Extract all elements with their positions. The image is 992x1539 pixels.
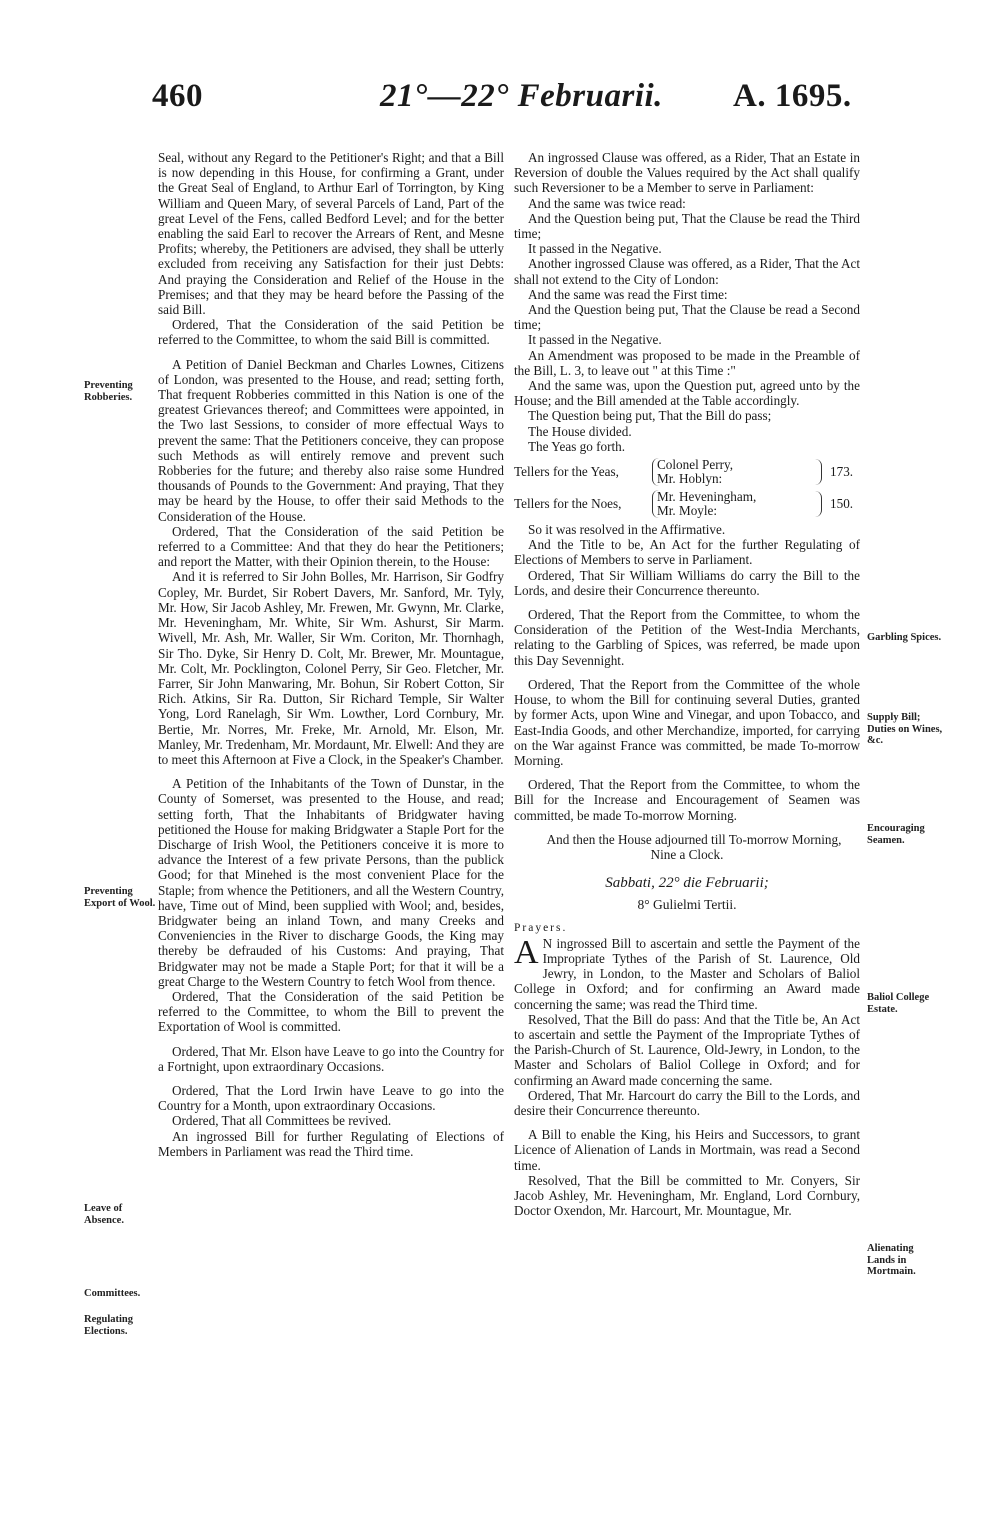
paragraph: Ordered, That the Lord Irwin have Leave to go into the Country for a Month, upon extraordinary Occasions. — [158, 1082, 504, 1114]
day-heading: Sabbati, 22° die Februarii; — [605, 875, 769, 892]
drop-cap: A — [514, 933, 539, 971]
paragraph: So it was resolved in the Affirmative. — [528, 522, 726, 538]
right-column — [514, 150, 860, 1218]
paragraph: The Yeas go forth. — [528, 438, 626, 454]
tellers-names — [652, 458, 805, 486]
tellers-label: Tellers for the Yeas, — [514, 464, 619, 480]
margin-note-committees: Committees. — [84, 1288, 141, 1299]
paragraph: A Petition of Daniel Beckman and Charles Lownes, Citizens of London, was presented to the House, and read; setting forth, That frequent Robberies committed in this Nation is one of the greatest Grievances thereof; and Committees were appointed, in the Two last Sessions, to consider of more effectual Ways to prevent the same: That the Petitioners conceive, they can propose such Methods as will entirely remove and prevent such Robberies for the future; and thereby also raise some Hundred thousands of Pounds to the Government: And praying, That they may be heard by the House, to offer their said Methods to the Consideration of the House. — [158, 356, 504, 524]
tellers-label: Tellers for the Noes, — [514, 496, 622, 512]
paragraph-text: N ingrossed Bill to ascertain and settle the Payment of the Impropriate Tythes of the Parish of St. Laurence, Old Jewry, in London, to the Master and Scholars of Baliol College in Oxford; and for confirming an Award made concerning the same; was read the Third time. — [514, 935, 860, 1012]
paragraph: Resolved, That the Bill be committed to Mr. Conyers, Sir Jacob Ashley, Mr. Heveningham, Mr. England, Lord Cornbury, Doctor Oxendon, Mr. Harcourt, Mr. Mountague, Mr. — [514, 1172, 860, 1219]
brace — [815, 459, 822, 485]
paragraph: And the Question being put, That the Clause be read the Third time; — [514, 210, 860, 242]
paragraph: And the same was twice read: — [528, 195, 686, 211]
paragraph: It passed in the Negative. — [528, 332, 662, 348]
paragraph: Ordered, That Mr. Elson have Leave to go into the Country for a Fortnight, upon extraordinary Occasions. — [158, 1043, 504, 1074]
tellers-yeas — [514, 458, 860, 486]
paragraph: Ordered, That Sir William Williams do carry the Bill to the Lords, and desire their Concurrence thereunto. — [514, 567, 860, 598]
margin-note-supply: Supply Bill; Duties on Wines, &c. — [867, 712, 943, 746]
paragraph: And the Title to be, An Act for the further Regulating of Elections of Members to serve in Parliament. — [514, 537, 860, 568]
paragraph: Ordered, That all Committees be revived. — [172, 1113, 392, 1129]
margin-note-alienating: Alienating Lands in Mortmain. — [867, 1243, 916, 1277]
paragraph: Ordered, That the Report from the Committee, to whom the Bill for the Increase and Encouragement of Seamen was committed, be made To-morrow Morning. — [514, 777, 860, 823]
paragraph: Seal, without any Regard to the Petitioner's Right; and that a Bill is now depending in this House, for confirming a Grant, under the Great Seal of England, to Arthur Earl of Torrington, by King William and Queen Mary, of several Parcels of Land, Part of the great Level of the Fens, called Bedford Level; and for the better enabling the said Earl to recover the Arrears of Rent, and Mesne Profits; whereby, the Petitioners are advised, they shall be utterly excluded from receiving any Satisfaction for their just Debts: And praying the Consideration and Relief of the House in the Premises; and that they may be heard before the Passing of the said Bill. — [158, 150, 504, 318]
margin-note-baliol: Baliol College Estate. — [867, 992, 930, 1015]
margin-note-wool: Preventing Export of Wool. — [84, 886, 156, 909]
vote-count: 173. — [830, 464, 854, 480]
left-column — [158, 150, 504, 1159]
paragraph: A Petition of the Inhabitants of the Town of Dunstar, in the County of Somerset, was presented to the House, and read; setting forth, That the Inhabitants of Bridgwater having petitioned the House for making Bridgwater a Staple Port for the Discharge of Irish Wool, the Petitioners conceive it is more to advance the Interest of a few private Persons, than the publick Good; for that Minehed is the most convenient Place for the Staple; from whence the Petitioners, and all the Western Country, have, Time out of Mind, been supplied with Wool; and, besides, Bridgwater being an inland Town, and many Creeks and Conveniencies in the River to discharge Goods, the King may thereby be defrauded of his Customs: And praying, That Bridgwater may not be made a Staple Port; for that it will be a great Charge to the Western Country to fetch Wool from thence. — [158, 776, 504, 989]
page-year: A. 1695. — [733, 78, 852, 114]
paragraph: And the same was, upon the Question put, agreed unto by the House; and the Bill amended at the Table accordingly. — [514, 378, 860, 409]
paragraph: Another ingrossed Clause was offered, as a Rider, That the Act shall not extend to the City of London: — [514, 256, 860, 287]
paragraph: And it is referred to Sir John Bolles, Mr. Harrison, Sir Godfry Copley, Mr. Burdet, Sir Robert Davers, Mr. Sanford, Mr. Tyly, Mr. How, Sir Jacob Ashley, Mr. Frewen, Mr. Gwynn, Mr. Clarke, Mr. Heveningham, Mr. White, Sir Wm. Ashurst, Sir Marm. Wivell, Mr. Ash, Mr. Waller, Sir Wm. Coriton, Mr. Thornhagh, Sir Tho. Dyke, Sir Henry D. Colt, Mr. Brewer, Mr. Mountague, Mr. Colt, Mr. Pocklington, Colonel Perry, Sir Geo. Fletcher, Mr. Farrer, Sir John Manwaring, Mr. Bohun, Sir Robert Cotton, Sir Rich. Atkins, Sir Ra. Dutton, Sir Richard Temple, Sir Walter Yong, Lord Ranelagh, Sir Wm. Lowther, Lord Cornbury, Mr. Bertie, Mr. Norres, Mr. Freke, Mr. Arnold, Mr. Elson, Mr. Manley, Mr. Tredenham, Mr. Mordaunt, Mr. Elwell: And they are to meet this Afternoon at Five a Clock, in the Speaker's Chamber. — [158, 569, 504, 767]
margin-note-robberies: Preventing Robberies. — [84, 380, 133, 403]
paragraph: Ordered, That Mr. Harcourt do carry the Bill to the Lords, and desire their Concurrence thereunto. — [514, 1087, 860, 1118]
margin-note-spices: Garbling Spices. — [867, 632, 942, 643]
adjournment: And then the House adjourned till To-morrow Morning, Nine a Clock. — [546, 831, 842, 862]
page-header — [0, 78, 992, 126]
paragraph: A Bill to enable the King, his Heirs and Successors, to grant Licence of Alienation of Lands in Mortmain, was read a Second time. — [514, 1127, 860, 1173]
paragraph: An Amendment was proposed to be made in the Preamble of the Bill, L. 3, to leave out " at this Time :" — [514, 347, 860, 378]
teller-name: Mr. Heveningham, — [657, 489, 757, 505]
reign-heading: 8° Gulielmi Tertii. — [637, 897, 737, 913]
paragraph: The Question being put, That the Bill do pass; — [528, 408, 772, 424]
paragraph: The House divided. — [528, 423, 632, 439]
paragraph: Ordered, That the Report from the Committee, to whom the Consideration of the Petition of the West-India Merchants, relating to the Garbling of Spices, was referred, be made upon this Day Sevennight. — [514, 607, 860, 668]
tellers-names — [652, 490, 805, 518]
margin-note-leave: Leave of Absence. — [84, 1203, 124, 1226]
vote-count: 150. — [830, 496, 854, 512]
margin-note-elections: Regulating Elections. — [84, 1314, 134, 1337]
paragraph: Ordered, That the Consideration of the said Petition be referred to a Committee: And that they do hear the Petitioners; and report the Matter, with their Opinion therein, to the House: — [158, 523, 504, 570]
teller-name: Colonel Perry, — [657, 457, 734, 473]
paragraph: An ingrossed Bill for further Regulating of Elections of Members in Parliament was read the Third time. — [158, 1128, 504, 1159]
paragraph: And the Question being put, That the Clause be read a Second time; — [514, 302, 860, 333]
paragraph: Resolved, That the Bill do pass: And that the Title be, An Act to ascertain and settle the Payment of the Impropriate Tythes of the Parish-Church of St. Laurence, Old-Jewry, in London, to the Master and Scholars of Baliol College in Oxford; and for confirming an Award made concerning the same. — [514, 1011, 860, 1088]
paragraph: It passed in the Negative. — [528, 241, 662, 257]
tellers-noes — [514, 490, 860, 518]
prayers-heading: Prayers. — [514, 921, 568, 934]
paragraph: Ordered, That the Consideration of the said Petition be referred to the Committee, to whom the said Bill is committed. — [158, 317, 504, 348]
page-date: 21°—22° Februarii. — [380, 78, 663, 114]
paragraph: Ordered, That the Consideration of the said Petition be referred to the Committee, to whom the Bill to prevent the Exportation of Wool is committed. — [158, 988, 504, 1035]
teller-name: Mr. Moyle: — [657, 503, 718, 519]
paragraph — [514, 933, 860, 1012]
margin-note-seamen: Encouraging Seamen. — [867, 823, 925, 846]
paragraph: An ingrossed Clause was offered, as a Rider, That an Estate in Reversion of double the Values required by the Act shall qualify such Reversioner to be a Member to serve in Parliament: — [514, 150, 860, 196]
paragraph: Ordered, That the Report from the Committee of the whole House, to whom the Bill for continuing several Duties, granted by former Acts, upon Wine and Vinegar, and upon Tobacco, and East-India Goods, and other Merchandize, imported, for carrying on the War against France was committed, be made To-morrow Morning. — [514, 676, 860, 768]
brace — [815, 491, 822, 517]
page-number: 460 — [152, 78, 203, 114]
paragraph: And the same was read the First time: — [528, 286, 728, 302]
teller-name: Mr. Hoblyn: — [657, 471, 723, 487]
